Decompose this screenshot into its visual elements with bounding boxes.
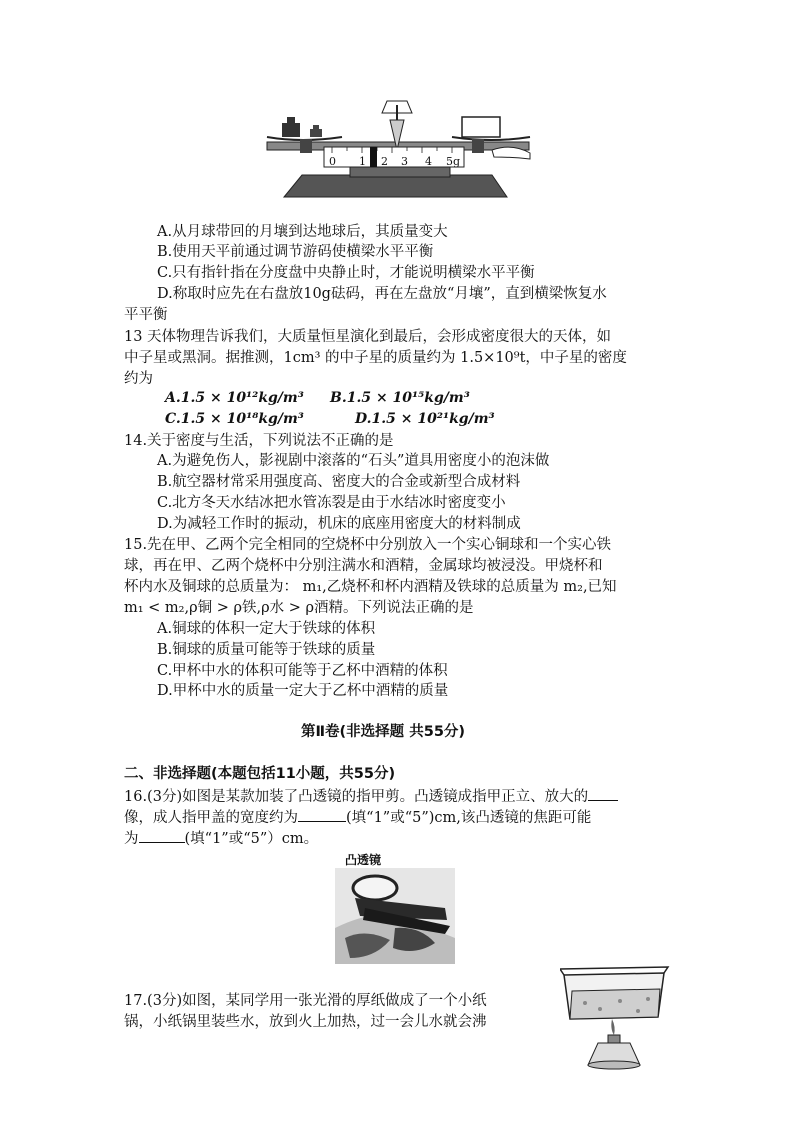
weight-small xyxy=(310,129,322,137)
q12-option-d-cont: 平平衡 xyxy=(124,307,168,323)
q16-line-2-text-a: 像，成人指甲盖的宽度约为 xyxy=(124,810,298,826)
scale-label-3: 3 xyxy=(401,155,408,168)
q13-option-a: A.1.5 × 10¹²kg/m³ xyxy=(165,390,304,406)
section-heading: 二、非选择题(本题包括11小题，共55分) xyxy=(124,766,396,782)
balance-figure xyxy=(262,95,534,205)
convex-lens-label: 凸透镜 xyxy=(345,853,382,867)
q13-line-2: 中子星或黑洞。据推测，1cm³ 的中子星的质量约为 1.5×10⁹t，中子星的密度 xyxy=(124,350,627,366)
q14-option-c: C.北方冬天水结冰把水管冻裂是由于水结冰时密度变小 xyxy=(157,495,506,511)
q14-option-d: D.为减轻工作时的振动，机床的底座用密度大的材料制成 xyxy=(157,516,521,532)
q15-line-3: 杯内水及铜球的总质量为： m₁,乙烧杯和杯内酒精及铁球的总质量为 m₂,已知 xyxy=(124,579,617,595)
sample-box xyxy=(462,117,500,137)
q17-line-1: 17.(3分)如图，某同学用一张光滑的厚纸做成了一个小纸 xyxy=(124,993,487,1009)
q13-line-1: 13 天体物理告诉我们，大质量恒星演化到最后，会形成密度很大的天体，如 xyxy=(124,329,612,345)
scale-label-4: 4 xyxy=(425,155,432,168)
slider-scale xyxy=(324,147,464,167)
q14-option-a: A.为避免伤人，影视剧中滚落的“石头”道具用密度小的泡沫做 xyxy=(157,453,550,469)
q16-line-1 xyxy=(124,786,618,807)
q16-line-2 xyxy=(124,807,591,828)
q16-line-1-text: 16.(3分)如图是某款加装了凸透镜的指甲剪。凸透镜成指甲正立、放大的 xyxy=(124,789,589,805)
scale-label-1: 1 xyxy=(359,155,366,168)
q16-line-3 xyxy=(124,828,318,849)
q12-option-c: C.只有指针指在分度盘中央静止时，才能说明横梁水平平衡 xyxy=(157,265,535,281)
q13-option-d: D.1.5 × 10²¹kg/m³ xyxy=(355,411,495,427)
q17-line-2: 锅，小纸锅里装些水，放到火上加热，过一会儿水就会沸 xyxy=(124,1014,487,1030)
q15-option-a: A.铜球的体积一定大于铁球的体积 xyxy=(157,621,376,637)
lens xyxy=(353,876,397,900)
volume-title: 第Ⅱ卷(非选择题 共55分) xyxy=(301,724,466,740)
rider xyxy=(370,147,377,167)
q15-line-4: m₁ < m₂,ρ铜 > ρ铁,ρ水 > ρ酒精。下列说法正确的是 xyxy=(124,600,474,616)
q13-option-c: C.1.5 × 10¹⁸kg/m³ xyxy=(165,411,304,427)
scale-label-0: 0 xyxy=(329,155,336,168)
q15-option-b: B.铜球的质量可能等于铁球的质量 xyxy=(157,642,376,658)
nail-clipper-figure xyxy=(335,868,455,964)
q15-option-d: D.甲杯中水的质量一定大于乙杯中酒精的质量 xyxy=(157,683,449,699)
q16-line-3-text-a: 为 xyxy=(124,831,139,847)
q12-option-d: D.称取时应先在右盘放10g砝码，再在左盘放“月壤”，直到横梁恢复水 xyxy=(157,286,607,302)
q16-blank-1[interactable] xyxy=(588,786,618,801)
q14-stem: 14.关于密度与生活，下列说法不正确的是 xyxy=(124,433,394,449)
q12-option-b: B.使用天平前通过调节游码使横梁水平平衡 xyxy=(157,244,434,260)
q13-line-3: 约为 xyxy=(124,371,153,387)
q16-blank-2[interactable] xyxy=(298,807,346,822)
scale-label-5g: 5g xyxy=(446,155,461,168)
q16-line-3-text-b: (填“1”或“5”）cm。 xyxy=(184,831,319,847)
q15-line-2: 球，再在甲、乙两个烧杯中分别注满水和酒精，金属球均被浸没。甲烧杯和 xyxy=(124,558,603,574)
q16-line-2-text-b: (填“1”或“5”)cm,该凸透镜的焦距可能 xyxy=(346,810,592,826)
weight-large xyxy=(282,123,300,137)
q12-option-a: A.从月球带回的月壤到达地球后，其质量变大 xyxy=(157,224,448,240)
q16-blank-3[interactable] xyxy=(139,828,185,843)
q13-option-b: B.1.5 × 10¹⁵kg/m³ xyxy=(330,390,470,406)
q15-line-1: 15.先在甲、乙两个完全相同的空烧杯中分别放入一个实心铜球和一个实心铁 xyxy=(124,537,612,553)
paper-pot-figure xyxy=(560,965,672,1070)
q14-option-b: B.航空器材常采用强度高、密度大的合金或新型合成材料 xyxy=(157,474,521,490)
balance-base xyxy=(284,175,507,197)
q15-option-c: C.甲杯中水的体积可能等于乙杯中酒精的体积 xyxy=(157,663,448,679)
scale-label-2: 2 xyxy=(381,155,388,168)
